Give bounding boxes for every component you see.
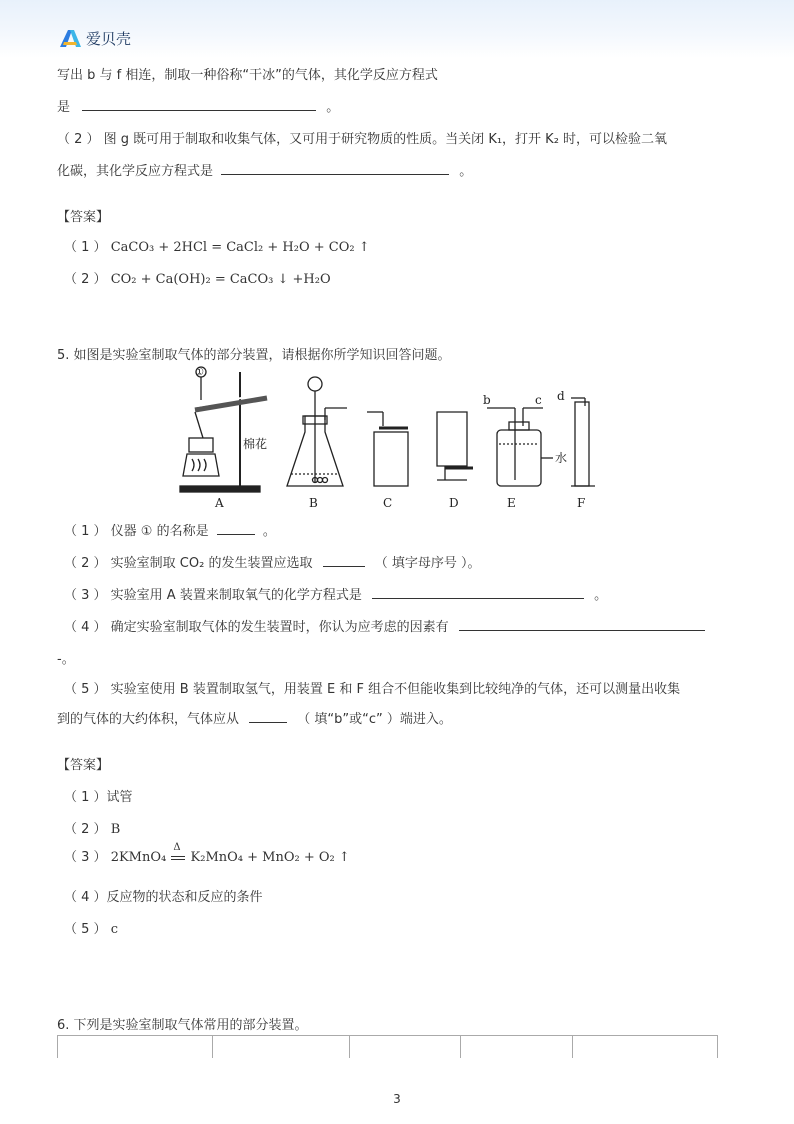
q6-stem: 6. 下列是实验室制取气体常用的部分装置。 — [57, 1018, 308, 1033]
q6-table-top — [57, 1035, 718, 1058]
answer5-item3: （ 3 ） 2KMnO₄ Δ K₂MnO₄ + MnO₂ + O₂ ↑ — [64, 842, 350, 865]
q5-stem: 5. 如图是实验室制取气体的部分装置，请根据你所学知识回答问题。 — [57, 348, 451, 363]
apparatus-e — [487, 408, 553, 486]
answer4-heading: 【答案】 — [57, 210, 110, 225]
label-a: A — [215, 496, 224, 510]
apparatus-c — [367, 412, 408, 486]
answer-blank — [249, 710, 287, 723]
brand-name: 爱贝壳 — [86, 29, 132, 48]
q5-part4: （ 4 ） 确定实验室制取气体的发生装置时，你认为应考虑的因素有 — [64, 616, 705, 635]
q5-part2: （ 2 ） 实验室制取 CO₂ 的发生装置应选取 （ 填字母序号 ）。 — [64, 556, 481, 571]
apparatus-d — [437, 412, 473, 480]
label-b: B — [309, 496, 318, 510]
answer5-item2: （ 2 ） B — [64, 822, 121, 837]
q4-part2-line2: 化碳，其化学反应方程式是 。 — [57, 164, 473, 179]
label-c-port: c — [535, 393, 542, 407]
q5-part4-tail: -。 — [57, 652, 75, 667]
answer4-item1: （ 1 ） CaCO₃ + 2HCl = CaCl₂ + H₂O + CO₂ ↑ — [64, 240, 370, 255]
answer-blank — [459, 618, 705, 631]
q5-part3: （ 3 ） 实验室用 A 装置来制取氧气的化学方程式是 。 — [64, 588, 608, 603]
apparatus-figure — [175, 362, 615, 512]
label-d: D — [449, 496, 459, 510]
answer5-heading: 【答案】 — [57, 758, 110, 773]
q5-part5-line1: （ 5 ） 实验室使用 B 装置制取氢气，用装置 E 和 F 组合不但能收集到比较纯净的气体，还可以测量出收集 — [64, 682, 681, 697]
q5-part1: （ 1 ） 仪器 ① 的名称是 。 — [64, 524, 276, 539]
logo-icon — [58, 28, 82, 48]
label-circle1: ① — [195, 367, 204, 378]
answer5-item4: （ 4 ）反应物的状态和反应的条件 — [64, 890, 263, 905]
label-f: F — [577, 496, 586, 510]
answer-blank — [221, 162, 449, 175]
answer-blank — [323, 554, 365, 567]
label-d-port: d — [557, 389, 565, 403]
label-c: C — [383, 496, 393, 510]
q4-line2: 是 。 — [57, 100, 340, 115]
label-b-port: b — [483, 393, 491, 407]
label-e: E — [507, 496, 516, 510]
q4-part2-line1: （ 2 ） 图 g 既可用于制取和收集气体，又可用于研究物质的性质。当关闭 K₁，打开 K₂ 时，可以检验二氧 — [57, 132, 668, 147]
answer5-item1: （ 1 ）试管 — [64, 790, 133, 805]
answer-blank — [82, 98, 316, 111]
apparatus-f — [571, 398, 595, 486]
page-number: 3 — [393, 1092, 401, 1106]
answer-blank — [372, 586, 584, 599]
answer4-item2: （ 2 ） CO₂ + Ca(OH)₂ = CaCO₃ ↓ +H₂O — [64, 272, 331, 287]
label-water: 水 — [555, 451, 568, 465]
apparatus-b — [287, 377, 347, 486]
q4-line1: 写出 b 与 f 相连，制取一种俗称“干冰”的气体，其化学反应方程式 — [57, 68, 438, 83]
apparatus-a — [180, 367, 267, 492]
heat-condition: Δ — [170, 850, 186, 865]
logo — [58, 26, 131, 50]
answer-blank — [217, 522, 255, 535]
label-cotton: 棉花 — [243, 437, 268, 451]
q5-part5-line2: 到的气体的大约体积，气体应从 （ 填“b”或“c” ）端进入。 — [57, 712, 452, 727]
answer5-item5: （ 5 ） c — [64, 922, 118, 937]
